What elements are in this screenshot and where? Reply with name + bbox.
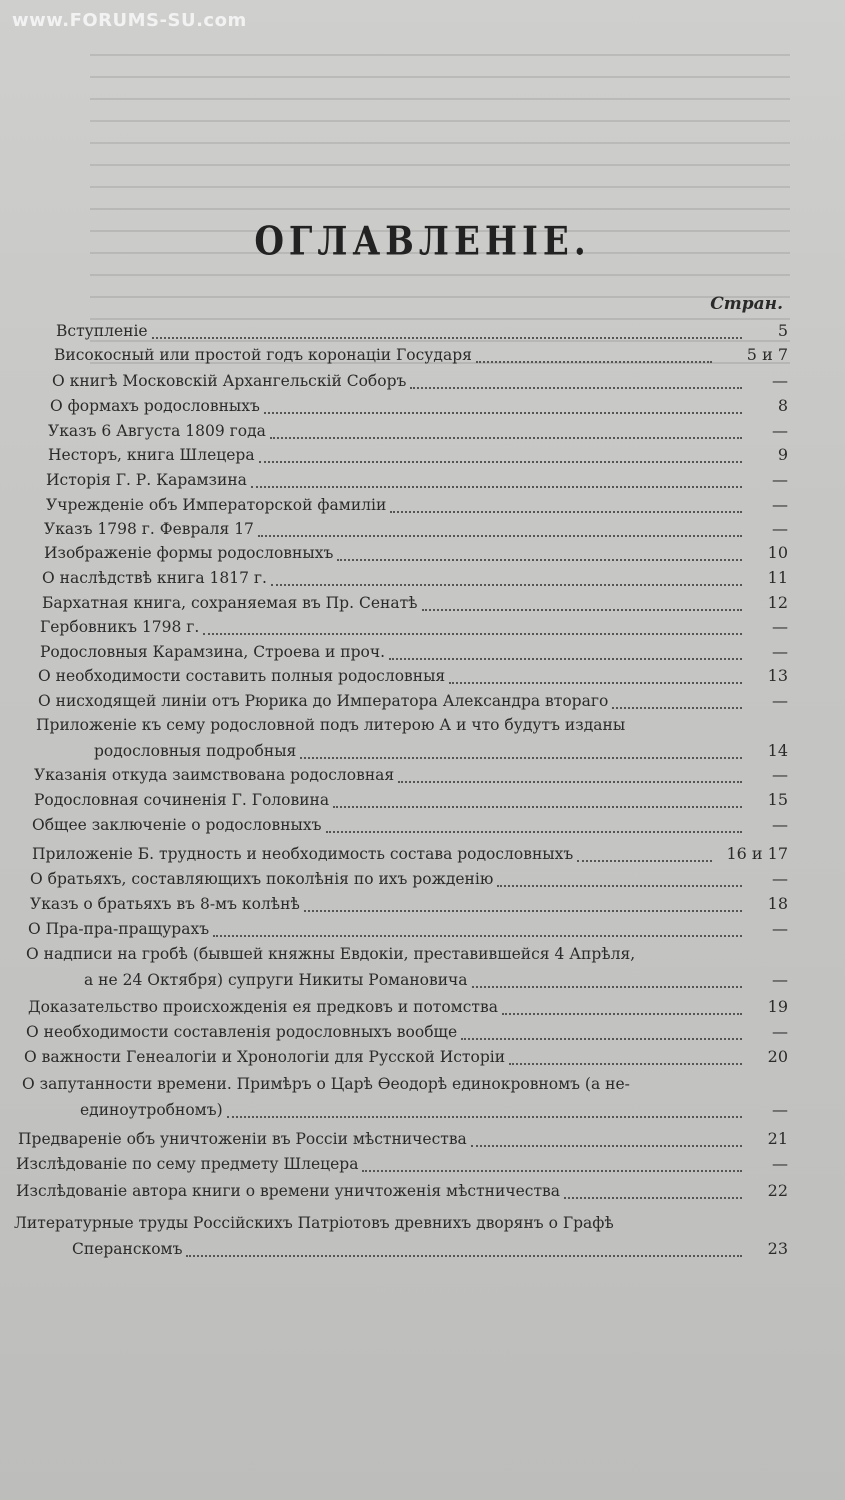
toc-entry — [0, 716, 845, 764]
toc-entry — [0, 1130, 845, 1150]
toc-entry — [0, 998, 845, 1018]
toc-entry-page: — — [772, 1100, 788, 1119]
toc-entry — [0, 471, 845, 491]
toc-entry-page: 19 — [767, 997, 788, 1016]
toc-leader-dots — [264, 410, 742, 414]
toc-entry-page: — — [772, 869, 788, 888]
toc-entry — [0, 618, 845, 638]
toc-entry-page: 20 — [767, 1047, 788, 1066]
toc-entry-page: — — [772, 470, 788, 489]
toc-leader-dots — [259, 459, 742, 463]
toc-entry-page: 14 — [767, 741, 788, 760]
toc-leader-dots — [509, 1061, 742, 1065]
toc-entry — [0, 594, 845, 614]
toc-entry-title: Родословная сочиненія Г. Головина — [34, 791, 330, 809]
toc-entry — [0, 346, 845, 366]
toc-entry-title: Указъ о братьяхъ въ 8-мъ колѣнѣ — [30, 895, 300, 913]
toc-entry-page: 16 и 17 — [726, 844, 788, 863]
toc-entry-page: 10 — [767, 543, 788, 562]
toc-entry-page: 21 — [767, 1129, 788, 1148]
toc-entry-title: О необходимости составленія родословныхъ вообще — [26, 1023, 458, 1041]
toc-entry-title: Несторъ, книга Шлецера — [48, 446, 255, 464]
toc-entry-title: О важности Генеалогіи и Хронологіи для Русской Исторіи — [24, 1048, 506, 1066]
toc-leader-dots — [270, 435, 742, 439]
toc-entry-page: 9 — [777, 445, 788, 464]
toc-leader-dots — [326, 829, 743, 833]
toc-entry-page: — — [772, 495, 788, 514]
toc-entry — [0, 667, 845, 687]
toc-entry-page: 23 — [767, 1239, 788, 1258]
toc-entry-title: Указъ 6 Августа 1809 года — [48, 422, 266, 440]
toc-entry-title: Общее заключеніе о родословныхъ — [32, 816, 322, 834]
toc-entry-page: 13 — [767, 666, 788, 685]
toc-leader-dots — [472, 984, 742, 988]
toc-entry-page: — — [772, 970, 788, 989]
toc-entry-title: О нисходящей линіи отъ Рюрика до Императора Александра втораго — [38, 692, 609, 710]
toc-entry-page: 8 — [777, 396, 788, 415]
toc-entry — [0, 816, 845, 836]
toc-leader-dots — [564, 1195, 742, 1199]
toc-entry-page: — — [772, 617, 788, 636]
toc-entry-page: — — [772, 371, 788, 390]
toc-entry-page: 5 — [777, 321, 788, 340]
toc-entry-title: Исторія Г. Р. Карамзина — [46, 471, 247, 489]
toc-entry-title: Приложеніе Б. трудность и необходимость состава родословныхъ — [32, 845, 574, 863]
toc-entry-title: О надписи на гробѣ (бывшей княжны Евдокіи, преставившейся 4 Апрѣля, — [26, 945, 636, 963]
toc-leader-dots — [227, 1114, 742, 1118]
toc-entry — [0, 766, 845, 786]
toc-entry-title: Учрежденіе объ Императорской фамиліи — [46, 496, 387, 514]
toc-entry-page: — — [772, 642, 788, 661]
toc-leader-dots — [337, 557, 742, 561]
toc-entry — [0, 791, 845, 811]
toc-entry-title: Указъ 1798 г. Февраля 17 — [44, 520, 254, 538]
toc-entry — [0, 569, 845, 589]
toc-entry-title-continued: родословныя подробныя — [94, 742, 297, 760]
toc-entry-page: 11 — [767, 568, 788, 587]
toc-entry-page: — — [772, 519, 788, 538]
toc-leader-dots — [461, 1036, 742, 1040]
toc-entry — [0, 845, 845, 865]
toc-entry-page: 22 — [767, 1181, 788, 1200]
watermark: www.FORUMS-SU.com — [12, 10, 247, 31]
bleed-through-text — [90, 40, 790, 370]
toc-leader-dots — [410, 385, 742, 389]
toc-entry-page: — — [772, 765, 788, 784]
toc-entry — [0, 692, 845, 712]
toc-leader-dots — [398, 779, 742, 783]
toc-leader-dots — [258, 533, 742, 537]
toc-entry — [0, 1182, 845, 1202]
toc-entry-title: Родословныя Карамзина, Строева и проч. — [40, 643, 386, 661]
toc-leader-dots — [203, 631, 742, 635]
toc-entry-title: Гербовникъ 1798 г. — [40, 618, 200, 636]
toc-entry — [0, 372, 845, 392]
toc-entry-title: Изслѣдованіе автора книги о времени уничтоженія мѣстничества — [16, 1182, 560, 1200]
toc-entry — [0, 870, 845, 890]
toc-entry-page: — — [772, 1154, 788, 1173]
toc-entry-title: Високосный или простой годъ коронаціи Государя — [54, 346, 472, 364]
toc-leader-dots — [389, 656, 742, 660]
toc-entry-title: О формахъ родословныхъ — [50, 397, 260, 415]
toc-leader-dots — [390, 509, 742, 513]
toc-leader-dots — [577, 858, 712, 862]
toc-entry — [0, 643, 845, 663]
toc-leader-dots — [152, 335, 742, 339]
toc-entry-title: О книгѣ Московскій Архангельскій Соборъ — [52, 372, 407, 390]
toc-entry — [0, 544, 845, 564]
toc-entry — [0, 446, 845, 466]
toc-entry-title: Доказательство происхожденія ея предковъ и потомства — [28, 998, 498, 1016]
toc-leader-dots — [251, 484, 742, 488]
toc-entry-title: О запутанности времени. Примѣръ о Царѣ Ѳеодорѣ единокровномъ (а не- — [22, 1075, 630, 1093]
toc-entry-title: Предвареніе объ уничтоженіи въ Россіи мѣстничества — [18, 1130, 467, 1148]
toc-entry-title: О Пра-пра-пращурахъ — [28, 920, 210, 938]
toc-entry-title: О братьяхъ, составляющихъ поколѣнія по ихъ рожденію — [30, 870, 494, 888]
toc-entry-page: 12 — [767, 593, 788, 612]
toc-entry — [0, 1048, 845, 1068]
toc-entry-title: Вступленіе — [56, 322, 148, 340]
toc-entry-title: Приложеніе къ сему родословной подъ литерою А и что будутъ изданы — [36, 716, 626, 734]
toc-leader-dots — [271, 582, 742, 586]
toc-entry-page: — — [772, 919, 788, 938]
page-title: ОГЛАВЛЕНІЕ. — [254, 219, 591, 265]
toc-leader-dots — [476, 359, 712, 363]
toc-leader-dots — [186, 1253, 742, 1257]
toc-entry-title: Литературные труды Россійскихъ Патріотовъ древнихъ дворянъ о Графѣ — [14, 1214, 614, 1232]
toc-entry-title: О необходимости составить полныя родословныя — [38, 667, 446, 685]
toc-leader-dots — [497, 883, 742, 887]
toc-entry-page: — — [772, 421, 788, 440]
toc-leader-dots — [362, 1168, 742, 1172]
toc-entry-title-continued: а не 24 Октября) супруги Никиты Романовича — [84, 971, 468, 989]
toc-entry — [0, 1214, 845, 1262]
toc-leader-dots — [502, 1011, 742, 1015]
toc-entry — [0, 1075, 845, 1123]
toc-entry — [0, 322, 845, 342]
toc-entry — [0, 496, 845, 516]
toc-entry-title-continued: Сперанскомъ — [72, 1240, 183, 1258]
toc-entry — [0, 397, 845, 417]
toc-entry-page: — — [772, 691, 788, 710]
toc-entry-title: Бархатная книга, сохраняемая въ Пр. Сенатѣ — [42, 594, 418, 612]
toc-leader-dots — [300, 755, 742, 759]
toc-leader-dots — [304, 908, 742, 912]
toc-entry — [0, 895, 845, 915]
toc-entry — [0, 920, 845, 940]
toc-leader-dots — [422, 607, 743, 611]
toc-leader-dots — [449, 680, 742, 684]
toc-entry-page: — — [772, 815, 788, 834]
toc-entry — [0, 520, 845, 540]
toc-entry-page: 5 и 7 — [746, 345, 788, 364]
toc-entry-page: — — [772, 1022, 788, 1041]
toc-entry-title-continued: единоутробномъ) — [80, 1101, 223, 1119]
toc-entry — [0, 945, 845, 993]
toc-entry-title: Указанія откуда заимствована родословная — [34, 766, 395, 784]
toc-entry — [0, 422, 845, 442]
toc-leader-dots — [612, 705, 742, 709]
toc-entry-page: 18 — [767, 894, 788, 913]
toc-leader-dots — [333, 804, 742, 808]
toc-entry-title: Изслѣдованіе по сему предмету Шлецера — [16, 1155, 359, 1173]
toc-entry-title: Изображеніе формы родословныхъ — [44, 544, 334, 562]
page-column-header: Стран. — [710, 294, 783, 314]
toc-entry — [0, 1023, 845, 1043]
toc-entry-page: 15 — [767, 790, 788, 809]
toc-leader-dots — [471, 1143, 742, 1147]
toc-leader-dots — [213, 933, 742, 937]
toc-entry-title: О наслѣдствѣ книга 1817 г. — [42, 569, 267, 587]
toc-entry — [0, 1155, 845, 1175]
